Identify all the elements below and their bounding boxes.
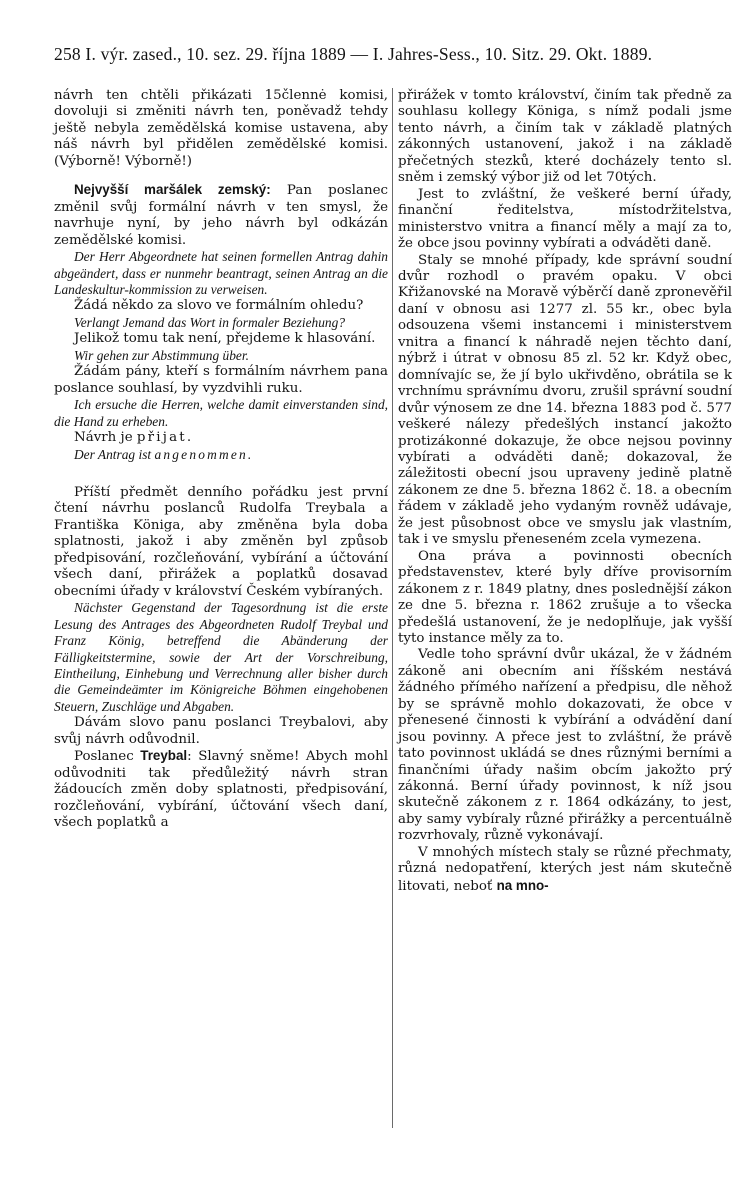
- paragraph-left-13: Nächster Gegenstand der Tagesordnung ist die erste Lesung des Antrages des Abgeordneten Rudolf Treybal und Franz König, betreffend die Abänderung der Fälligkeitstermine, sowie der Art der Vorschreibung, Eintheilung, Einhebung und Verrechnung aller bisher durch die Gemeindeämter im Königreiche Böhmen eingehobenen Steuern, Zuschläge und Abgaben.: [54, 600, 388, 714]
- result-lead: Návrh je: [74, 430, 137, 446]
- paragraph-left-1: návrh ten chtěli přikázati 15člennė komisi, dovoluji si změniti návrh ten, poněvadž tehdy ještě nebyla zemědělská komise ustavena, aby náš návrh byl přidělen zemědělské komisi. (Výborně! Výborně!): [54, 88, 388, 169]
- paragraph-left-9: Ich ersuche die Herren, welche damit einverstanden sind, die Hand zu erheben.: [54, 397, 388, 429]
- paragraph-left-12: Příští předmět denního pořádku jest první čtení návrhu poslanců Rudolfa Treybala a Františka Königa, aby změněna byla doba splatnosti, jakož i aby změněn byl způsob předpisování, rozčleňování, vybírání a účtování všech daní, přirážek a poplatků dosavad obecními úřady v království Českém vybíraných.: [54, 484, 388, 599]
- speech-text-treybal: : Slavný sněme! Abych mohl odůvodniti tak předůležitý návrh stran žádoucích změn doby splatnosti, předpisování, rozčleňování, vybírání, účtování všech daní, všech poplatků a: [54, 749, 388, 831]
- paragraph-right-4: Ona práva a povinnosti obecních představenstev, které byly dříve provisorním zákonem z r. 1849 platny, dnes poslednější zákon ze dne 5. března r. 1862 zrušuje a to všecka předešlá ustanovení, že je nedoplňuje, jak vyšší tyto instance měly za to.: [398, 548, 732, 646]
- paragraph-left-3: Der Herr Abgeordnete hat seinen formellen Antrag dahin abgeändert, dass er nunmehr beantragt, seinen Antrag an die Landeskultur-kommission zu verweisen.: [54, 249, 388, 297]
- paragraph-right-5: Vedle toho správní dvůr ukázal, že v žádném zákoně ani obecním ani říšském nestává žádného přímého nařízení a předpisu, dle něhož by se správně mohlo dokazovati, že obce v přenesené činnosti k vybírání a odvádění daní jsou povinny. A přece jest to zvláštní, že právě tato povinnost ukládá se dnes různými berními a finančními úřady našim obcím jakožto prý zákonná. Berní úřady povinnost, k níž jsou skutečně zákonem z r. 1864 odkázány, to jest, aby samy vybíraly různé přirážky a percentuálně rozvrhovaly, různě vykonávají.: [398, 647, 732, 844]
- column-divider: [392, 88, 393, 1128]
- paragraph-right-3: Staly se mnohé případy, kde správní soudní dvůr rozhodl o pravém opaku. V obci Křižanovské na Moravě výběrčí daně zpronevěřil daní v obnosu asi 1277 zl. 55 kr., obec byla odsouzena všemi instancemi i ministerstvem vnitra a financí k náhradě nejen těchto daní, nýbrž i útrat v obnosu 85 zl. 52 kr. Když obec, domnívajíc se, že jí bylo ukřivděno, obrátila se k vrchnímu správnímu dvoru, zrušil správní soudní dvůr výnosem ze dne 14. března 1883 pod č. 577 veškeré nálezy předešlých instancí jakožto protizákonné dokazuje, že obce nejsou povinny vybírati a odváděti daně; dokazoval, že záležitosti obecní jsou upraveny jedině platně zákonem ze dne 5. března 1862 č. 18. a obecním řádem v základě jeho vydaným rovněž udávaje, že jest působnost obce ve smyslu jak vlastním, tak i ve smyslu přeneseném zcela vymezena.: [398, 252, 732, 548]
- result-lead-de: Der Antrag ist: [74, 446, 155, 462]
- paragraph-left-14: Dávám slovo panu poslanci Treybalovi, aby svůj návrh odůvodnil.: [54, 715, 388, 747]
- paragraph-left-8: Žádám pány, kteří s formálním návrhem pana poslance souhlasí, by vyzdvihli ruku.: [54, 364, 388, 396]
- speech-text: Pan poslanec změnil svůj formální návrh v ten smysl, že navrhuje nyní, by jeho návrh byl odkázán zemědělské komisi.: [54, 183, 388, 248]
- paragraph-left-6: Jelikož tomu tak není, přejdeme k hlasování.: [74, 331, 376, 347]
- paragraph-left-4: Žádá někdo za slovo ve formálním ohledu?: [74, 298, 364, 314]
- paragraph-left-5: Verlangt Jemand das Wort in formaler Beziehung?: [74, 314, 346, 330]
- speaker-name: Nejvyšší maršálek zemský:: [74, 182, 271, 198]
- result-word: přijat.: [136, 430, 194, 446]
- paragraph-left-11: [54, 447, 388, 463]
- paragraph-left-7: Wir gehen zur Abstimmung über.: [74, 347, 249, 363]
- speaker-name-treybal: Treybal: [140, 748, 188, 764]
- paragraph-right-6-bold: na mno-: [496, 877, 549, 893]
- paragraph-right-6-text: V mnohých místech staly se různé přechmaty, různá nedopatření, kterých jest nám skutečně litovati, neboť: [398, 844, 732, 894]
- right-column: [398, 88, 732, 895]
- result-word-de: angenommen.: [154, 446, 254, 462]
- paragraph-right-1: přirážek v tomto království, činím tak předně za souhlasu kollegy Königa, s nímž podali jsme tento návrh, a činím tak v základě platných zákonných ustanovení, jakož i na základě přečetných stezků, které docházely tento sl. sněm i zemský výbor již od let 70tých.: [398, 88, 732, 186]
- paragraph-right-2: Jest to zvláštní, že veškeré berní úřady, finanční ředitelstva, místodržitelstva, ministerstvo vnitra a financí měly a mají za to, že obce jsou povinny vybírati a odváděti daně.: [398, 186, 732, 252]
- paragraph-right-6: [398, 845, 732, 895]
- paragraph-left-10: [54, 430, 388, 446]
- paragraph-left-2: [54, 182, 388, 249]
- running-header: 258 I. výr. zased., 10. sez. 29. října 1889 — I. Jahres-Sess., 10. Sitz. 29. Okt. 1889.: [54, 44, 653, 64]
- paragraph-left-15: [54, 748, 388, 831]
- speech-lead: Poslanec: [74, 749, 141, 765]
- left-column: [54, 88, 388, 831]
